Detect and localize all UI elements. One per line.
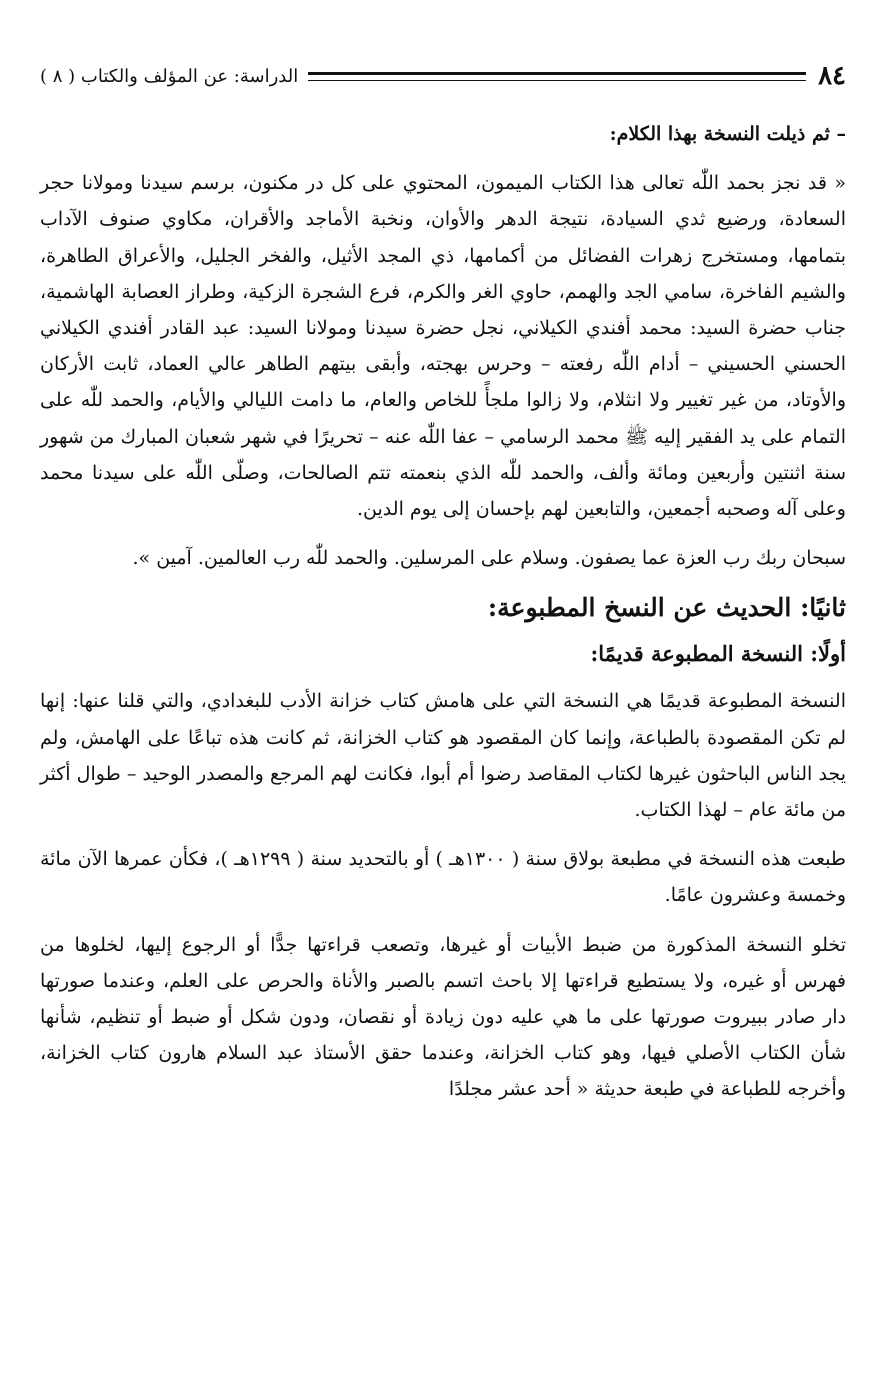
closing-paragraph: سبحان ربك رب العزة عما يصفون. وسلام على المرسلين. والحمد للّٰه رب العالمين. آمين ».: [132, 547, 846, 570]
paragraph-edition-notes: تخلو النسخة المذكورة من ضبط الأبيات أو غيرها، وتصعب قراءتها جدًّا أو الرجوع إليها، لخلوها من فهرس أو غيره، ولا يستطيع قراءتها إلا باحث اتسم بالصبر والأناة والحرص على العلم، وعندما صورتها دار صادر ببيروت صورتها على ما هي عليه دون زيادة أو نقصان، ودون شكل أو ضبط أو تنظيم، شأنها شأن الكتاب الأصلي فيها، وهو كتاب الخزانة، وعندما حقق الأستاذ عبد السلام هارون كتاب الخزانة، وأخرجه للطباعة في طبعة حديثة « أحد عشر مجلدًا: [40, 933, 846, 1101]
page-number: ٨٤: [818, 61, 846, 91]
running-header: [40, 58, 846, 94]
section-heading: ثانيًا: الحديث عن النسخ المطبوعة:: [487, 593, 846, 623]
page-content: [40, 116, 846, 1108]
running-title: الدراسة: عن المؤلف والكتاب ( ٨ ): [40, 65, 299, 87]
subsection-heading: أولًا: النسخة المطبوعة قديمًا:: [590, 641, 846, 667]
intro-line: – ثم ذيلت النسخة بهذا الكلام:: [609, 123, 846, 145]
colophon-paragraph: « قد نجز بحمد اللّٰه تعالى هذا الكتاب الميمون، المحتوي على كل در مكنون، برسم سيدنا ومولانا حجر السعادة، ورضيع ثدي السيادة، نتيجة الدهر والأوان، ونخبة الأماجد والأقران، مكاوي صنوف الآداب بتمامها، ومستخرج زهرات الفضائل من أكمامها، ذي المجد الأثيل، والفخر الجليل، والأعراق الطاهرة، والشيم الفاخرة، سامي الجد والهمم، حاوي الغر والكرم، فرع الشجرة الزكية، وطراز العصابة الهاشمية، جناب حضرة السيد: محمد أفندي الكيلاني، نجل حضرة سيدنا ومولانا السيد: عبد القادر أفندي الكيلاني الحسني الحسيني – أدام اللّٰه رفعته – وحرس بهجته، وأبقى بيتهم الطاهر عالي العماد، ثابت الأركان والأوتاد، من غير تغيير ولا انثلام، ولا زالوا ملجأً للخاص والعام، ما دامت الليالي والأيام، والحمد للّٰه على التمام على يد الفقير إليه ﷺ محمد الرسامي – عفا اللّٰه عنه – تحريرًا في شهر شعبان المبارك من شهور سنة اثنتين وأربعين ومائة وألف، والحمد للّٰه الذي بنعمته تتم الصالحات، وصلّى اللّٰه على سيدنا محمد وعلى آله وصحبه أجمعين، والتابعين لهم بإحسان إلى يوم الدين.: [40, 172, 847, 521]
paragraph-bulaq-edition: طبعت هذه النسخة في مطبعة بولاق سنة ( ١٣٠٠هـ ) أو بالتحديد سنة ( ١٢٩٩هـ )، فكأن عمرها الآن مائة وخمسة وعشرون عامًا.: [40, 848, 846, 907]
header-rule: [308, 72, 806, 81]
paragraph-old-print: النسخة المطبوعة قديمًا هي النسخة التي على هامش كتاب خزانة الأدب للبغدادي، والتي قلنا عنها: إنها لم تكن المقصودة بالطباعة، وإنما كان المقصود هو كتاب الخزانة، ثم كانت هذه تباعًا على الهامش، ولم يجد الناس الباحثون غيرها لكتاب المقاصد رضوا أم أبوا، فكانت لهم المرجع والمصدر الوحيد – طوال أكثر من مائة عام – لهذا الكتاب.: [40, 690, 846, 822]
